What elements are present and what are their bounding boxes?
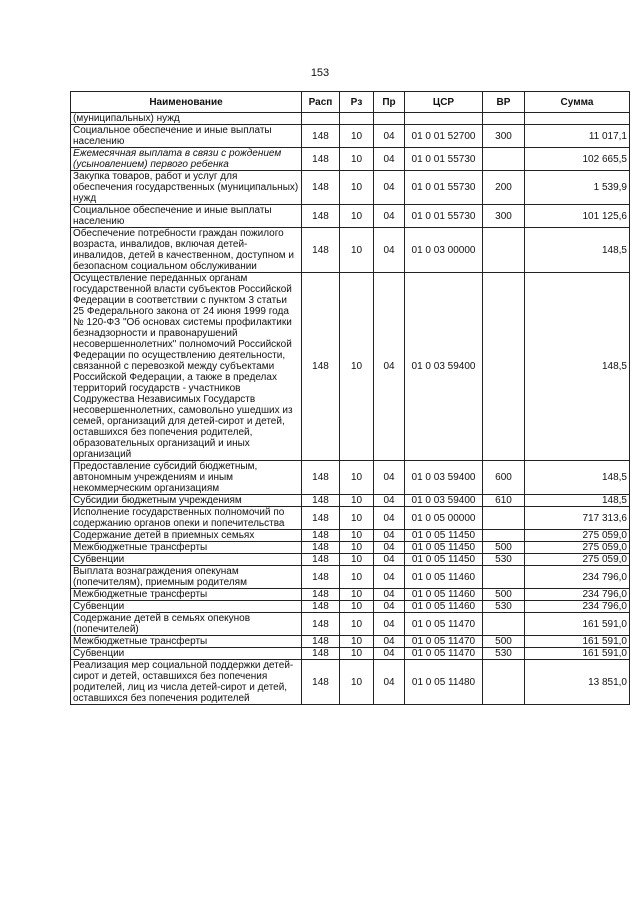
table-row <box>71 636 630 648</box>
table-row <box>71 648 630 660</box>
cell-sum: 161 591,0 <box>525 636 630 648</box>
cell-pr: 04 <box>374 613 405 636</box>
cell-pr: 04 <box>374 507 405 530</box>
cell-pr: 04 <box>374 228 405 273</box>
table-row <box>71 125 630 148</box>
table-row <box>71 228 630 273</box>
cell-pr: 04 <box>374 554 405 566</box>
table-row <box>71 613 630 636</box>
cell-vr: 300 <box>483 125 525 148</box>
cell-rasp: 148 <box>302 636 340 648</box>
cell-name: Субвенции <box>71 648 302 660</box>
cell-rz: 10 <box>340 542 374 554</box>
cell-rasp: 148 <box>302 148 340 171</box>
cell-rasp: 148 <box>302 530 340 542</box>
table-row <box>71 507 630 530</box>
cell-vr: 500 <box>483 542 525 554</box>
table-row <box>71 148 630 171</box>
column-header-csr: ЦСР <box>405 92 483 113</box>
cell-name: Содержание детей в семьях опекунов (попечителей) <box>71 613 302 636</box>
cell-rasp: 148 <box>302 228 340 273</box>
cell-rz: 10 <box>340 461 374 495</box>
cell-csr: 01 0 05 00000 <box>405 507 483 530</box>
cell-name: Ежемесячная выплата в связи с рождением (усыновлением) первого ребенка <box>71 148 302 171</box>
cell-name: Исполнение государственных полномочий по содержанию органов опеки и попечительства <box>71 507 302 530</box>
cell-vr: 300 <box>483 205 525 228</box>
cell-rasp: 148 <box>302 171 340 205</box>
cell-sum: 275 059,0 <box>525 530 630 542</box>
cell-name: (муниципальных) нужд <box>71 113 302 125</box>
cell-name: Закупка товаров, работ и услуг для обеспечения государственных (муниципальных) нужд <box>71 171 302 205</box>
cell-rasp: 148 <box>302 589 340 601</box>
cell-csr: 01 0 05 11470 <box>405 636 483 648</box>
cell-csr: 01 0 03 59400 <box>405 273 483 461</box>
cell-csr: 01 0 05 11460 <box>405 601 483 613</box>
cell-pr: 04 <box>374 636 405 648</box>
cell-pr: 04 <box>374 530 405 542</box>
table-row <box>71 205 630 228</box>
cell-name: Социальное обеспечение и иные выплаты населению <box>71 205 302 228</box>
cell-pr: 04 <box>374 171 405 205</box>
cell-name: Обеспечение потребности граждан пожилого возраста, инвалидов, включая детей-инвалидов, детей в качественном, доступном и безопасном социальном обслуживании <box>71 228 302 273</box>
cell-pr: 04 <box>374 566 405 589</box>
cell-sum: 234 796,0 <box>525 601 630 613</box>
cell-rz: 10 <box>340 613 374 636</box>
cell-vr <box>483 148 525 171</box>
cell-vr: 500 <box>483 636 525 648</box>
table-row <box>71 530 630 542</box>
cell-rasp: 148 <box>302 613 340 636</box>
cell-csr: 01 0 05 11450 <box>405 542 483 554</box>
cell-rz: 10 <box>340 566 374 589</box>
cell-rz: 10 <box>340 171 374 205</box>
cell-pr: 04 <box>374 273 405 461</box>
cell-rasp: 148 <box>302 461 340 495</box>
cell-rasp: 148 <box>302 601 340 613</box>
cell-name: Содержание детей в приемных семьях <box>71 530 302 542</box>
table-row <box>71 660 630 705</box>
cell-vr <box>483 566 525 589</box>
table-row <box>71 273 630 461</box>
cell-sum: 11 017,1 <box>525 125 630 148</box>
cell-name: Осуществление переданных органам государственной власти субъектов Российской Федерации в соответствии с пунктом 3 статьи 25 Федерального закона от 24 июня 1999 года № 120-ФЗ "Об основах системы профилактики безнадзорности и правонарушений несовершеннолетних" полномочий Российской Федерации по осуществлению деятельности, связанной с перевозкой между субъектами Российской Федерации, а также в пределах территорий государств - участников Содружества Независимых Государств несовершеннолетних, самовольно ушедших из семей, организаций для детей-сирот и детей, оставшихся без попечения родителей, образовательных организаций и иных организаций <box>71 273 302 461</box>
cell-sum: 234 796,0 <box>525 566 630 589</box>
cell-csr: 01 0 05 11450 <box>405 530 483 542</box>
cell-pr: 04 <box>374 660 405 705</box>
column-header-rz: Рз <box>340 92 374 113</box>
cell-rz: 10 <box>340 636 374 648</box>
cell-csr: 01 0 05 11450 <box>405 554 483 566</box>
cell-csr: 01 0 03 59400 <box>405 495 483 507</box>
column-header-pr: Пр <box>374 92 405 113</box>
cell-sum: 275 059,0 <box>525 554 630 566</box>
cell-vr: 610 <box>483 495 525 507</box>
cell-pr: 04 <box>374 148 405 171</box>
cell-pr: 04 <box>374 495 405 507</box>
cell-sum: 161 591,0 <box>525 648 630 660</box>
cell-csr: 01 0 05 11480 <box>405 660 483 705</box>
cell-rasp: 148 <box>302 660 340 705</box>
cell-vr <box>483 113 525 125</box>
cell-rz: 10 <box>340 273 374 461</box>
cell-csr: 01 0 01 55730 <box>405 171 483 205</box>
cell-csr: 01 0 01 55730 <box>405 205 483 228</box>
cell-sum <box>525 113 630 125</box>
cell-rasp: 148 <box>302 566 340 589</box>
cell-csr: 01 0 05 11470 <box>405 613 483 636</box>
budget-table <box>70 91 630 705</box>
cell-vr: 600 <box>483 461 525 495</box>
cell-pr: 04 <box>374 125 405 148</box>
cell-name: Социальное обеспечение и иные выплаты населению <box>71 125 302 148</box>
cell-csr: 01 0 05 11460 <box>405 566 483 589</box>
cell-vr: 530 <box>483 648 525 660</box>
table-row <box>71 171 630 205</box>
column-header-rasp: Расп <box>302 92 340 113</box>
column-header-name: Наименование <box>71 92 302 113</box>
cell-rz: 10 <box>340 228 374 273</box>
cell-sum: 102 665,5 <box>525 148 630 171</box>
cell-rz: 10 <box>340 648 374 660</box>
cell-rasp: 148 <box>302 205 340 228</box>
table-row <box>71 542 630 554</box>
cell-csr: 01 0 05 11470 <box>405 648 483 660</box>
table-row <box>71 566 630 589</box>
cell-csr: 01 0 05 11460 <box>405 589 483 601</box>
cell-vr <box>483 507 525 530</box>
cell-rasp: 148 <box>302 554 340 566</box>
cell-name: Реализация мер социальной поддержки детей-сирот и детей, оставшихся без попечения родителей, лиц из числа детей-сирот и детей, оставшихся без попечения родителей <box>71 660 302 705</box>
cell-pr: 04 <box>374 461 405 495</box>
cell-pr: 04 <box>374 542 405 554</box>
cell-name: Субсидии бюджетным учреждениям <box>71 495 302 507</box>
cell-name: Предоставление субсидий бюджетным, автономным учреждениям и иным некоммерческим организациям <box>71 461 302 495</box>
cell-rz: 10 <box>340 125 374 148</box>
cell-vr: 200 <box>483 171 525 205</box>
cell-rz: 10 <box>340 589 374 601</box>
cell-vr <box>483 660 525 705</box>
cell-sum: 275 059,0 <box>525 542 630 554</box>
cell-rz: 10 <box>340 148 374 171</box>
cell-sum: 161 591,0 <box>525 613 630 636</box>
cell-name: Межбюджетные трансферты <box>71 589 302 601</box>
cell-pr: 04 <box>374 205 405 228</box>
table-row <box>71 601 630 613</box>
cell-sum: 1 539,9 <box>525 171 630 205</box>
cell-rasp: 148 <box>302 507 340 530</box>
cell-rasp: 148 <box>302 273 340 461</box>
cell-pr: 04 <box>374 601 405 613</box>
table-row <box>71 461 630 495</box>
cell-rasp: 148 <box>302 542 340 554</box>
cell-vr <box>483 228 525 273</box>
cell-rz <box>340 113 374 125</box>
cell-pr: 04 <box>374 589 405 601</box>
cell-rz: 10 <box>340 660 374 705</box>
cell-pr: 04 <box>374 648 405 660</box>
cell-vr: 500 <box>483 589 525 601</box>
column-header-sum: Сумма <box>525 92 630 113</box>
cell-rasp: 148 <box>302 125 340 148</box>
cell-rz: 10 <box>340 530 374 542</box>
cell-sum: 148,5 <box>525 495 630 507</box>
cell-rz: 10 <box>340 495 374 507</box>
cell-name: Субвенции <box>71 554 302 566</box>
cell-sum: 148,5 <box>525 228 630 273</box>
column-header-vr: ВР <box>483 92 525 113</box>
cell-rz: 10 <box>340 507 374 530</box>
header-row <box>71 92 630 113</box>
cell-vr <box>483 530 525 542</box>
table-row <box>71 554 630 566</box>
cell-vr: 530 <box>483 601 525 613</box>
cell-csr: 01 0 03 59400 <box>405 461 483 495</box>
cell-sum: 148,5 <box>525 461 630 495</box>
cell-csr: 01 0 03 00000 <box>405 228 483 273</box>
cell-sum: 717 313,6 <box>525 507 630 530</box>
cell-csr: 01 0 01 55730 <box>405 148 483 171</box>
cell-vr <box>483 613 525 636</box>
cell-sum: 101 125,6 <box>525 205 630 228</box>
cell-vr: 530 <box>483 554 525 566</box>
cell-pr <box>374 113 405 125</box>
cell-sum: 234 796,0 <box>525 589 630 601</box>
cell-csr <box>405 113 483 125</box>
cell-rasp: 148 <box>302 495 340 507</box>
cell-csr: 01 0 01 52700 <box>405 125 483 148</box>
cell-rz: 10 <box>340 554 374 566</box>
cell-rz: 10 <box>340 205 374 228</box>
cell-name: Межбюджетные трансферты <box>71 636 302 648</box>
table-row <box>71 495 630 507</box>
cell-rasp <box>302 113 340 125</box>
page-number: 153 <box>310 67 330 79</box>
table-row <box>71 113 630 125</box>
cell-vr <box>483 273 525 461</box>
cell-rz: 10 <box>340 601 374 613</box>
cell-name: Выплата вознаграждения опекунам (попечителям), приемным родителям <box>71 566 302 589</box>
cell-rasp: 148 <box>302 648 340 660</box>
cell-name: Межбюджетные трансферты <box>71 542 302 554</box>
cell-sum: 13 851,0 <box>525 660 630 705</box>
table-row <box>71 589 630 601</box>
cell-name: Субвенции <box>71 601 302 613</box>
cell-sum: 148,5 <box>525 273 630 461</box>
